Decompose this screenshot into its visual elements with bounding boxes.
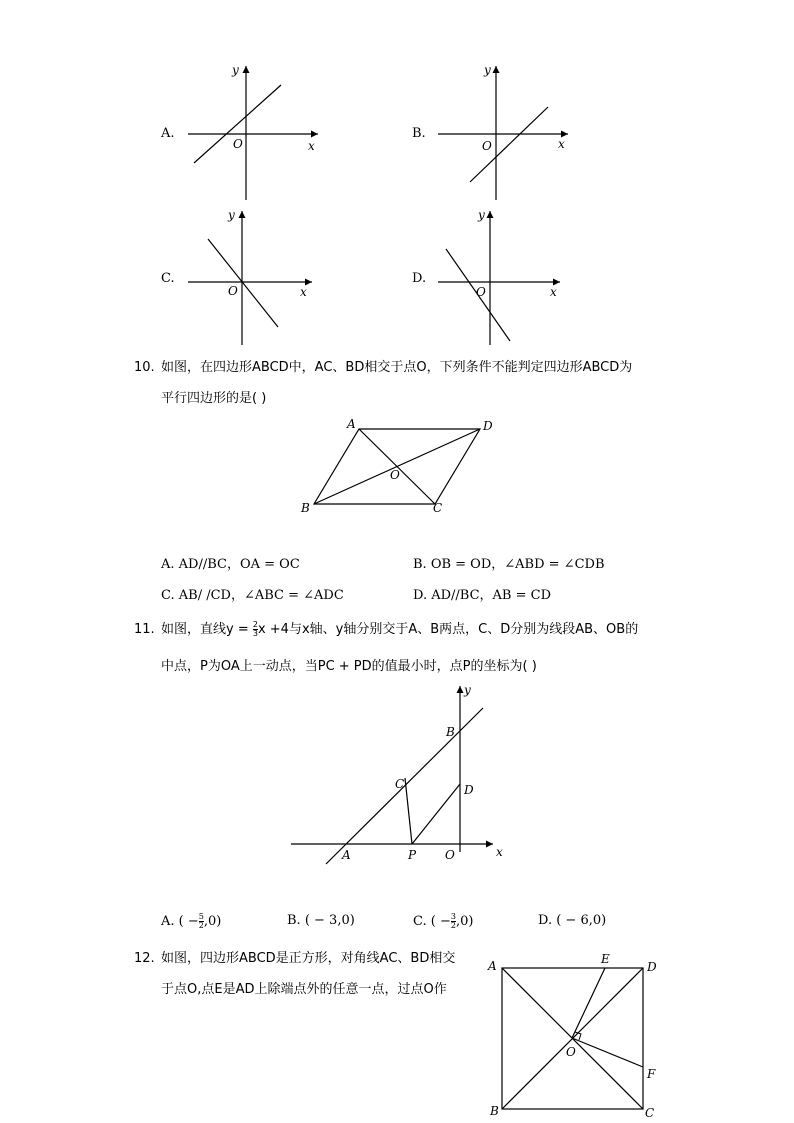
q11-frac-den: 3 [252, 629, 258, 638]
q10-text-line1: 如图，在四边形ABCD中，AC、BD相交于点O，下列条件不能判定四边形ABCD为 [161, 360, 633, 375]
x-label: x [308, 139, 315, 153]
q10-parallelogram-figure [295, 412, 505, 522]
label-a: A [342, 848, 351, 862]
label-o: O [566, 1045, 576, 1059]
label-d: D [483, 419, 493, 433]
q10-choice-a[interactable]: A. AD//BC，OA = OC [161, 557, 300, 572]
x-label: x [550, 285, 557, 299]
label-o: O [390, 468, 400, 482]
q9-option-a-label: A. [161, 126, 175, 141]
origin-label: O [476, 285, 486, 299]
label-p: P [408, 848, 417, 862]
q11-choice-b[interactable]: B. ( − 3,0) [287, 913, 355, 928]
x-label: x [558, 137, 565, 151]
q10-choice-c[interactable]: C. AB/ /CD，∠ABC = ∠ADC [161, 588, 344, 603]
label-a: A [488, 959, 497, 973]
q9-option-d-graph [430, 205, 580, 350]
q9-option-b-label: B. [412, 126, 426, 141]
q11-c-post: ,0) [455, 914, 474, 929]
q11-a-num: 5 [198, 912, 204, 921]
q10-choice-d[interactable]: D. AD//BC，AB = CD [413, 588, 552, 603]
q12-text-line2: 于点O,点E是AD上除端点外的任意一点，过点O作 [161, 982, 447, 997]
right-angle-mark [575, 1032, 581, 1040]
q11-a-post: ,0) [203, 914, 222, 929]
q12-text-line1: 如图，四边形ABCD是正方形，对角线AC、BD相交 [161, 951, 456, 966]
segment-pd [412, 784, 460, 844]
q11-a-den: 2 [198, 921, 204, 930]
q10-text-line2: 平行四边形的是( ) [161, 391, 267, 406]
q12-number: 12. [134, 951, 155, 966]
label-f: F [647, 1067, 656, 1081]
segment-oe [572, 968, 605, 1038]
q11-line1-post: x +4与x轴、y轴分别交于A、B两点，C、D分别为线段AB、OB的 [257, 622, 639, 637]
label-c: C [645, 1106, 655, 1120]
y-label: y [478, 208, 485, 222]
origin-label: O [228, 284, 238, 298]
q11-text-line1 [161, 614, 671, 645]
q12-square-figure [482, 950, 662, 1123]
q9-option-c-label: C. [161, 271, 175, 286]
q11-text-line2: 中点，P为OA上一动点，当PC + PD的值最小时，点P的坐标为( ) [161, 659, 537, 674]
q11-c-num: 3 [450, 912, 456, 921]
q10-number: 10. [134, 360, 155, 375]
q9-option-b-graph [430, 60, 580, 205]
q11-line1-pre: 如图，直线y = [161, 622, 253, 637]
label-e: E [601, 952, 610, 966]
segment-cp [405, 778, 412, 844]
q9-option-a-graph [180, 60, 330, 205]
q11-number: 11. [134, 622, 155, 637]
origin-label: O [233, 137, 243, 151]
origin-label: O [482, 139, 492, 153]
q9-option-c-graph [180, 205, 330, 350]
x-label: x [300, 285, 307, 299]
label-a: A [347, 417, 356, 431]
label-b: B [490, 1104, 499, 1118]
label-b: B [301, 501, 310, 515]
label-y: y [464, 683, 471, 697]
y-label: y [484, 63, 491, 77]
label-d: D [464, 783, 474, 797]
label-c: C [433, 501, 443, 515]
label-o: O [445, 848, 455, 862]
segment-of [572, 1038, 643, 1067]
q10-choice-b[interactable]: B. OB = OD，∠ABD = ∠CDB [413, 557, 605, 572]
q11-c-pre: C. ( − [413, 914, 451, 929]
label-c: C [395, 777, 405, 791]
q11-choice-a[interactable] [161, 913, 221, 930]
diagonal-bd [314, 429, 480, 504]
q11-frac-num: 2 [252, 620, 258, 629]
graph-line [194, 85, 281, 163]
q11-choice-d[interactable]: D. ( − 6,0) [538, 913, 607, 928]
q11-c-den: 2 [450, 921, 456, 930]
q11-a-pre: A. ( − [161, 914, 199, 929]
q11-choice-c[interactable] [413, 913, 473, 930]
label-b: B [446, 725, 455, 739]
y-label: y [228, 208, 235, 222]
q11-coordinate-figure [285, 680, 515, 870]
graph-line [208, 239, 278, 327]
y-label: y [232, 63, 239, 77]
label-d: D [647, 960, 657, 974]
label-x: x [496, 845, 503, 859]
q9-option-d-label: D. [412, 271, 427, 286]
